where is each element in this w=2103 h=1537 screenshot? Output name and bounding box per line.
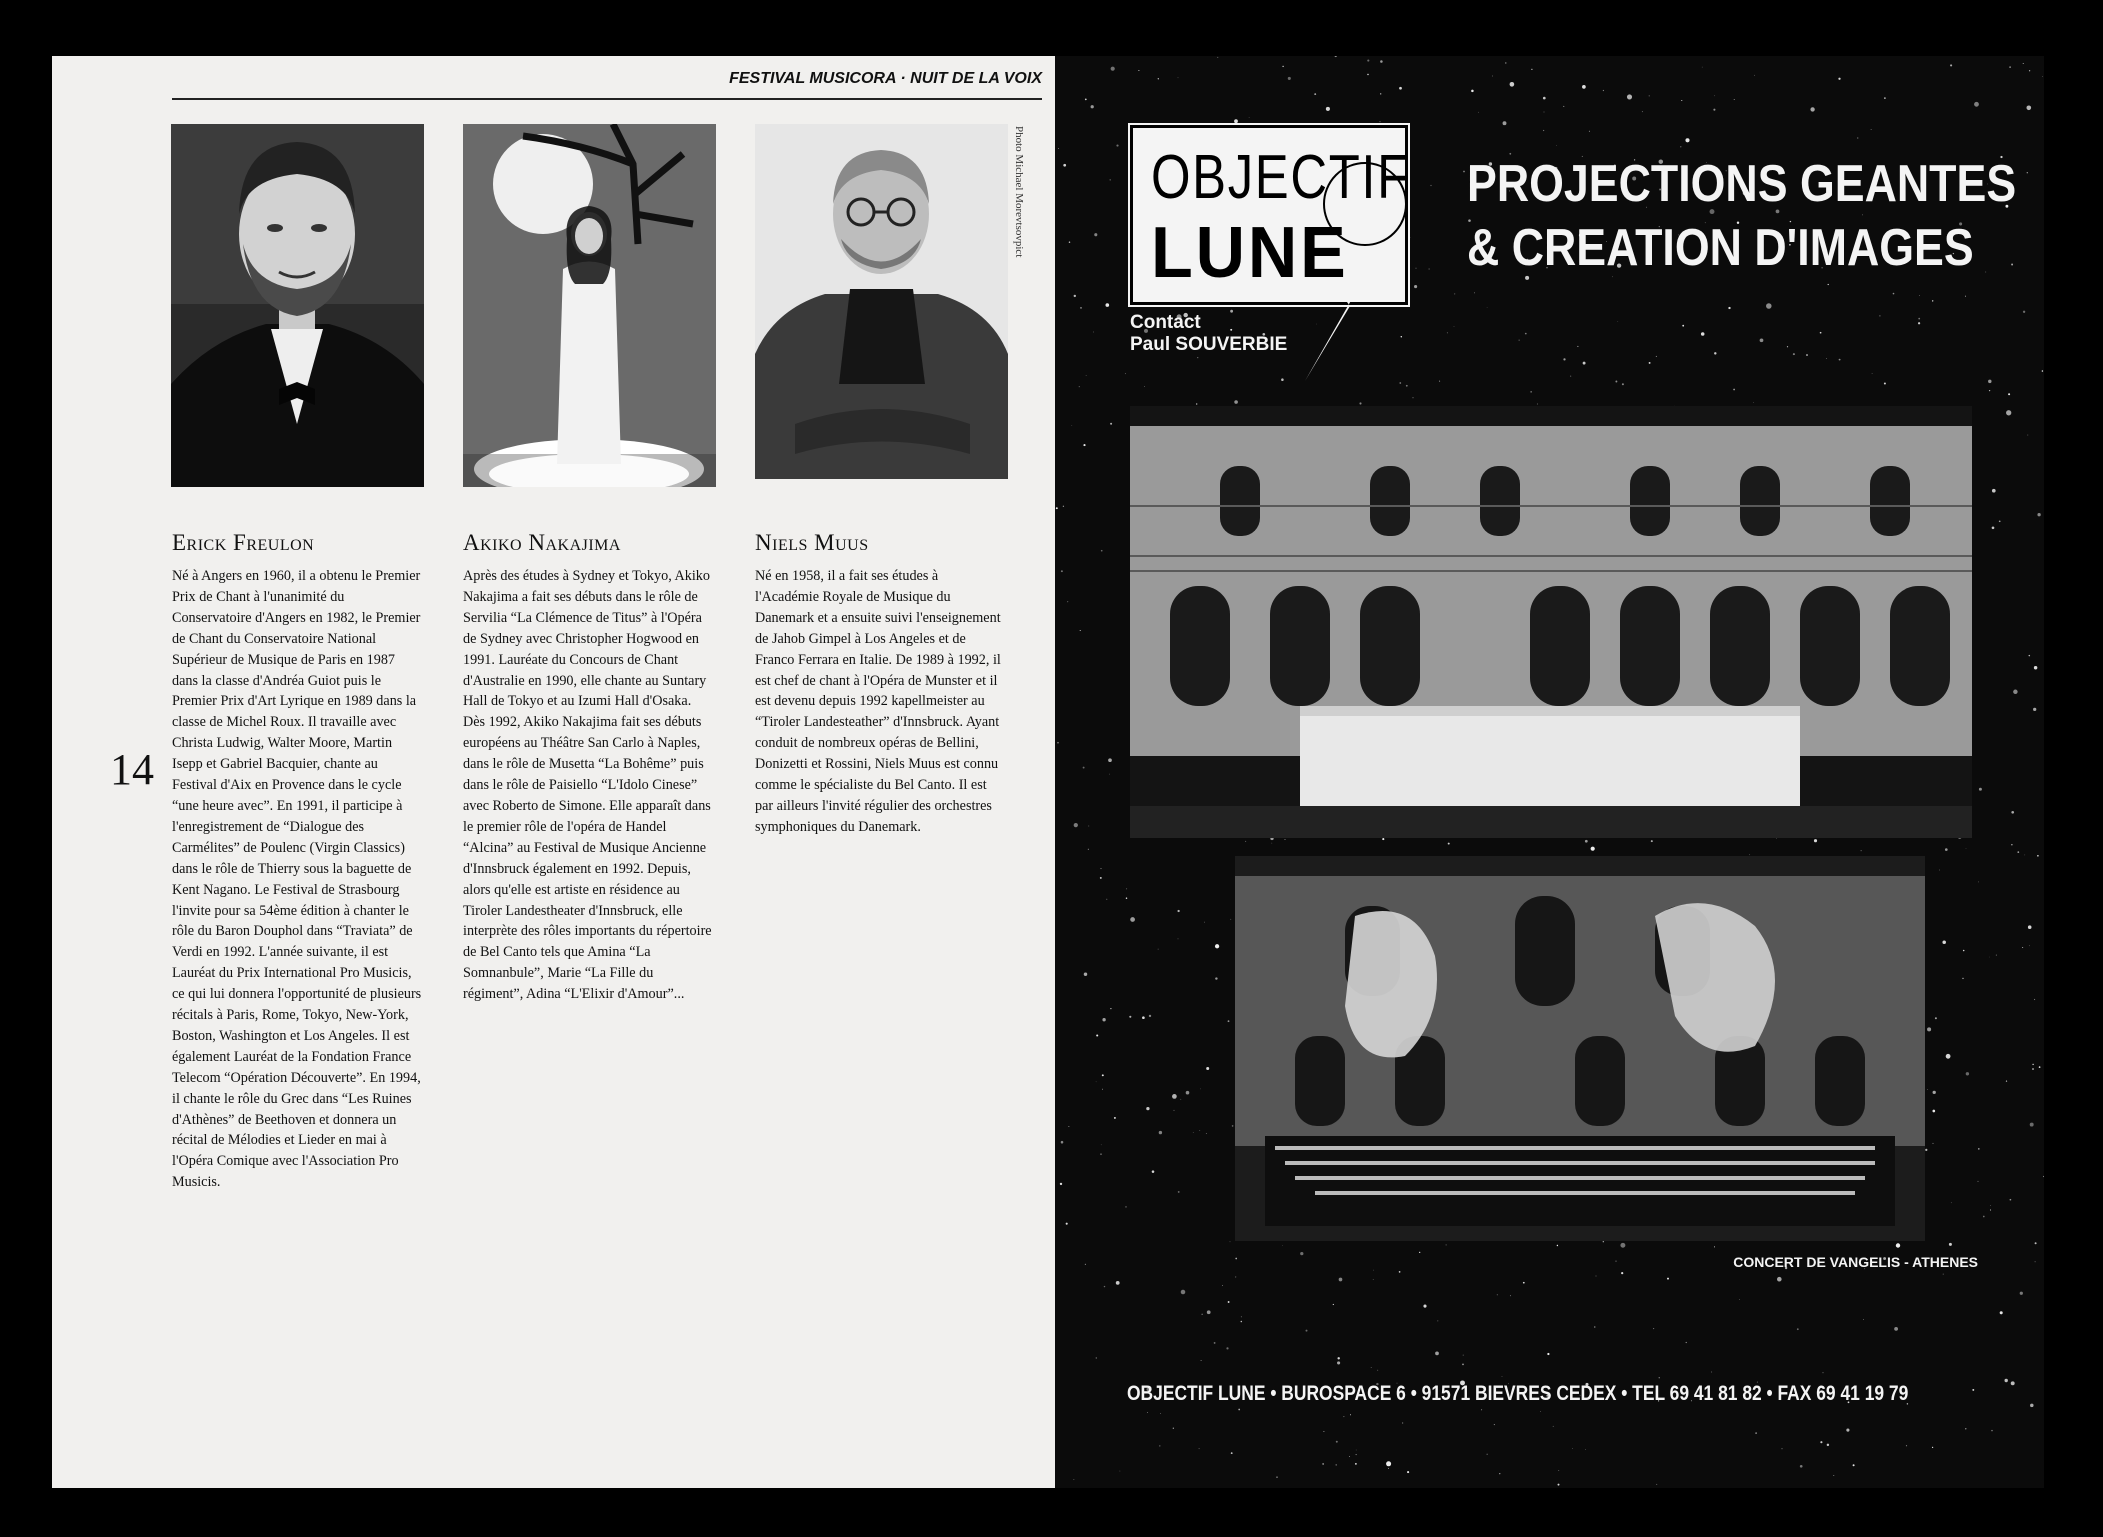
photo-caption: CONCERT DE VANGELIS - ATHENES [1733,1254,1978,1270]
running-header: FESTIVAL MUSICORA · NUIT DE LA VOIX [729,70,1042,87]
contact-block [1130,312,1287,356]
speech-tail-icon [1305,276,1415,386]
portrait-erick-freulon [171,124,424,487]
page-number: 14 [110,745,154,794]
header-rule [172,98,1042,100]
left-page [52,56,1055,1488]
photo-credit: Photo Michael Morevtsovpict [1013,126,1025,258]
artist-name-3: Niels Muus [755,530,869,555]
headline-line-1: PROJECTIONS GEANTES [1467,155,2017,213]
headline-line-2: & CREATION D'IMAGES [1467,219,1974,277]
artist-name-2: Akiko Nakajima [463,530,621,555]
artist-bio-2: Après des études à Sydney et Tokyo, Akiko Nakajima a fait ses débuts dans le rôle de Servilia “La Clémence de Titus” à l'Opéra de Sydney avec Christopher Hogwood en 1991. Lauréate du Concours de Chant d'Australie en 1990, elle chante au Suntary Hall de Tokyo et au Izumi Hall d'Osaka. Dès 1992, Akiko Nakajima fait ses débuts européens au Théâtre San Carlo à Naples, dans le rôle de Musetta “La Bohême” puis dans le rôle de Paisiello “L'Idolo Cinese” avec Roberto de Simone. Elle apparaît dans le premier rôle de l'opéra de Handel “Alcina” au Festival de Musique Ancienne d'Innsbruck également en 1992. Depuis, alors qu'elle est artiste en résidence au Tiroler Landestheater d'Innsbruck, elle interprète des rôles importants du répertoire de Bel Canto tels que Amina “La Somnanbule”, Marie “La Fille du régiment”, Adina “L'Elixir d'Amour”... [463,568,712,1003]
portrait-niels-muus [755,124,1008,479]
contact-label: Contact [1130,312,1201,333]
portrait-akiko-nakajima [463,124,716,487]
logo-word-lune: LUNE [1151,213,1349,293]
headline [1467,152,2016,280]
contact-footer: OBJECTIF LUNE • BUROSPACE 6 • 91571 BIEVRES CEDEX • TEL 69 41 81 82 • FAX 69 41 19 79 [1127,1382,1909,1405]
artist-name-1: Erick Freulon [172,530,315,555]
contact-name: Paul SOUVERBIE [1130,334,1288,355]
artist-bio-1: Né à Angers en 1960, il a obtenu le Premier Prix de Chant à l'unanimité du Conservatoire d'Angers en 1982, le Premier de Chant du Conservatoire National Supérieur de Musique de Paris en 1987 dans la classe d'Andréa Guiot puis le Premier Prix d'Art Lyrique en 1989 dans la classe de Michel Roux. Il travaille avec Christa Ludwig, Walter Moore, Martin Isepp et Gabriel Bacquier, chante au Festival d'Aix en Provence dans le cycle “une heure avec”. En 1991, il participe à l'enregistrement de “Dialogue des Carmélites” de Poulenc (Virgin Classics) dans le rôle de Thierry sous la baguette de Kent Nagano. Le Festival de Strasbourg l'invite pour sa 54ème édition à chanter le rôle du Baron Douphol dans “Traviata” de Verdi en 1992. L'année suivante, il est Lauréat du Prix International Pro Musicis, ce qui lui donnera l'opportunité de plusieurs récitals à Paris, Rome, Tokyo, New-York, Boston, Washington et Los Angeles. Il est également Lauréat de la Fondation France Telecom “Opération Découverte”. En 1994, il chante le rôle du Grec dans “Les Ruines d'Athènes” de Beethoven et donnera un récital de Mélodies et Lieder en mai à l'Opéra Comique avec l'Association Pro Musicis. [172,568,422,1191]
theatre-photo-lower [1235,856,1925,1241]
right-page-advert [1055,56,2044,1488]
theatre-photo-upper [1130,406,1972,838]
artist-bio-3: Né en 1958, il a fait ses études à l'Académie Royale de Musique du Danemark et a ensuite suivi l'enseignement de Jahob Gimpel à Los Angeles et de Franco Ferrara en Italie. De 1989 à 1992, il est chef de chant à l'Opéra de Munster et il est devenu depuis 1992 kapellmeister au “Tiroler Landesteather” d'Innsbruck. Ayant conduit de nombreux opéras de Bellini, Donizetti et Rossini, Niels Muus est connu comme le spécialiste du Bel Canto. Il est par ailleurs l'invité régulier des orchestres symphoniques du Danemark. [755,568,1001,835]
logo-word-objectif: OBJECTIF [1151,143,1410,212]
